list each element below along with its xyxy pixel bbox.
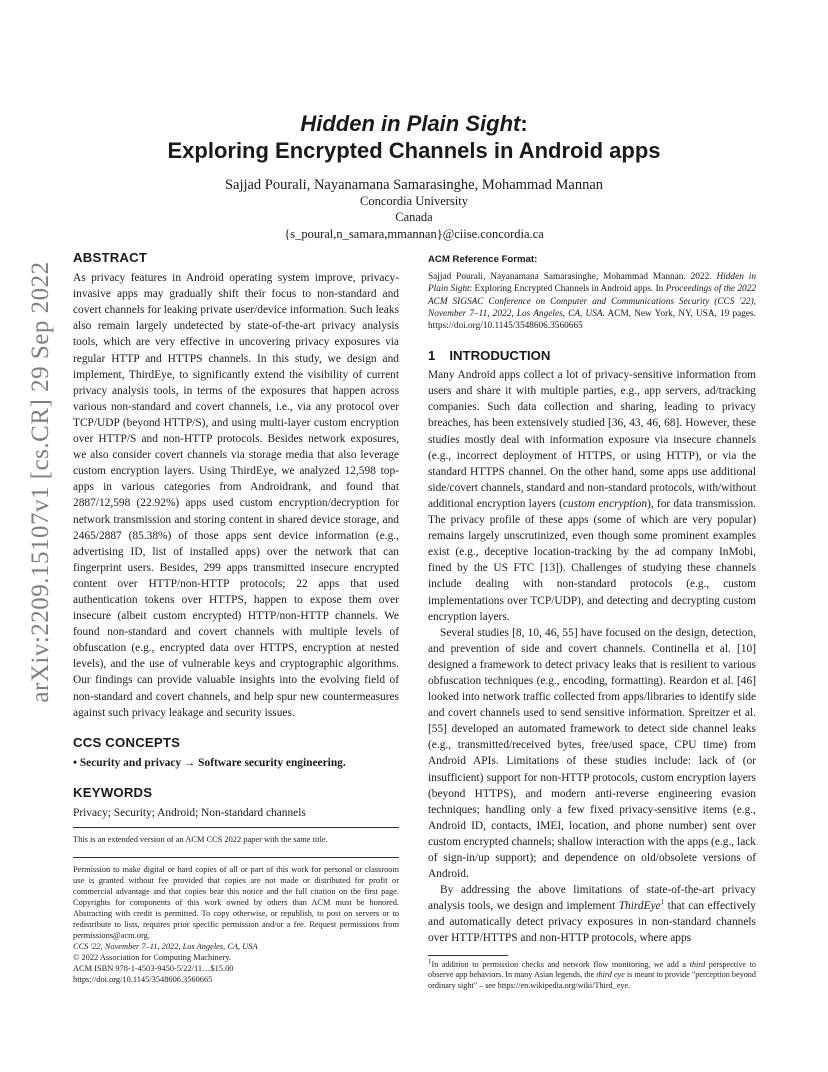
footnote-italic-2: third eye [596, 970, 625, 980]
section-number: 1 [428, 348, 436, 364]
venue-line: CCS '22, November 7–11, 2022, Los Angeles, CA, USA [73, 942, 258, 952]
acm-ref-publisher: ACM, New York, NY, USA, 19 pages. https://doi.org/10.1145/3548606.3560665 [428, 308, 756, 331]
author-list: Sajjad Pourali, Nayanamana Samarasinghe, Mohammad Mannan [224, 177, 604, 193]
acm-ref-title-italic: Hidden in Plain Sight [428, 272, 756, 295]
footnote-number: 1 [428, 956, 432, 965]
paper-title-line2: Exploring Encrypted Channels in Android apps [167, 138, 661, 163]
intro-p1-start: Many Android apps collect a lot of privacy-sensitive information from users and share it with multiple parties, e.g., app servers, ad/tracking companies. Such data collection and sharing, leading to privacy breaches, has been extensively studied [36, 43, 46, 68]. However, these studies mostly deal with information exposure via insecure channels (e.g., incorrect deployment of HTTPS, or using HTTP), or via the standard HTTPS channel. On the other hand, some apps use additional side/covert channels, standard and non-standard protocols, with/without additional encryption layers ( [428, 369, 756, 510]
arxiv-sidebar [24, 261, 58, 703]
footnote-marker[interactable]: 1 [660, 898, 665, 907]
right-column [428, 250, 756, 992]
abstract-heading: ABSTRACT [73, 250, 148, 265]
left-column [73, 250, 399, 985]
permission-text: Permission to make digital or hard copies of all or part of this work for personal or classroom use is granted without fee provided that copies are not made or distributed for profit or commercial advantage and that copies bear this notice and the full citation on the first page. Copyrights for components of this work owned by others than ACM must be honored. Abstracting with credit is permitted. To copy otherwise, or republish, to post on servers or to redistribute to lists, requires prior specific permission and/or a fee. Request permissions from permissions@acm.org. [73, 865, 399, 941]
arxiv-identifier: arXiv:2209.15107v1 [cs.CR] 29 Sep 2022 [27, 261, 54, 703]
intro-p3-start: By addressing the above limitations of state-of-the-art privacy analysis tools, we design and implement [428, 884, 756, 913]
acm-reference-text [428, 271, 756, 332]
intro-p1-italic: custom encryption [562, 497, 648, 510]
ccs-concept: • Security and privacy → Software security engineering. [73, 756, 346, 769]
extended-version-note: This is an extended version of an ACM CCS 2022 paper with the same title. [73, 835, 328, 845]
copyright-line: © 2022 Association for Computing Machinery. [73, 953, 231, 963]
keywords-heading: KEYWORDS [73, 784, 153, 800]
isbn-line: ACM ISBN 978-1-4503-9450-5/22/11…$15.00 [73, 964, 234, 974]
permission-block [73, 857, 399, 985]
acm-ref-title-rest: : Exploring Encrypted Channels in Android apps. In [469, 284, 666, 295]
footnote-italic-1: third [689, 959, 706, 969]
intro-p3-end: that can effectively and automatically detect privacy exposures in non-standard channels over HTTP/HTTPS and non-HTTP protocols, where apps [428, 900, 756, 945]
keywords-text: Privacy; Security; Android; Non-standard channels [73, 807, 306, 819]
ccs-heading: CCS CONCEPTS [73, 734, 181, 750]
footnote-text-a: In addition to permission checks and network flow monitoring, we add a [431, 959, 690, 969]
intro-p3-italic: ThirdEye [618, 900, 661, 913]
intro-paragraph-2: Several studies [8, 10, 46, 55] have focused on the design, detection, and prevention of side and covert channels. Continella et al. [10] designed a framework to detect privacy leaks that is resilient to various obfuscation techniques (e.g., encoding, formatting). Reardon et al. [46] looked into network traffic collected from apps/libraries to identify side and covert channels used to send sensitive information. Spreitzer et al. [55] developed an automated framework to detect side channel leaks (e.g., transmitted/received bytes, free/used space, CPU time) from Android APIs. Limitations of these studies include: lack of (or insufficient) support for non-HTTP protocols, custom encryption layers (beyond HTTPS), and modern anti-reverse engineering evasion techniques; handling only a few fixed privacy-sensitive items (e.g., Android ID, contacts, IMEI, location, and phone number) sent over custom encrypted channels; shallow interaction with the apps (e.g., lack of sign-in/up support); and dependence on old/obsolete versions of Android. [428, 626, 756, 881]
section-title: INTRODUCTION [449, 348, 551, 364]
acm-ref-proceedings: Proceedings of the 2022 ACM SIGSAC Conference on Computer and Communications Security (CCS '22), November 7–11, 2022, Los Angeles, CA, USA. [428, 284, 756, 319]
footnote [428, 956, 756, 992]
title-italic: Hidden in Plain Sight [300, 111, 521, 136]
acm-reference-heading: ACM Reference Format: [428, 254, 538, 265]
divider [73, 827, 399, 828]
introduction-heading [428, 348, 756, 364]
affiliation-country: Canada [395, 210, 433, 224]
abstract-text: As privacy features in Android operating system improve, privacy-invasive apps may gradually shift their focus to non-standard and covert channels for leaking private user/device information. Such leaks also remain largely undetected by state-of-the-art privacy analysis tools, which are very effective in uncovering privacy exposures via regular HTTP and HTTPS channels. In this study, we design and implement, ThirdEye, to significantly extend the visibility of current privacy analysis tools, in terms of the exposures that happen across various non-standard and covert channels, i.e., via any protocol over TCP/UDP (beyond HTTP/S), and using multi-layer custom encryption over HTTP/S and non-HTTP protocols. Besides network exposures, we also consider covert channels via storage media that also leverage custom encryption layers. Using ThirdEye, we analyzed 12,598 top-apps in various categories from Androidrank, and found that 2887/12,598 (22.92%) apps used custom encryption/decryption for network transmission and storing content in shared device storage, and 2465/2887 (85.38%) of those apps sent device information (e.g., advertising ID, list of installed apps) over the network that can fingerprint users. Besides, 299 apps transmitted insecure encrypted content over HTTP/non-HTTP protocols; 22 apps that used authentication tokens over HTTPS, happen to expose them over insecure (albeit custom encrypted) HTTP/non-HTTP channels. We found non-standard and covert channels with multiple levels of obfuscation (e.g., encrypted data over HTTPS, encryption at nested levels), and the use of vulnerable keys and cryptographic algorithms. Our findings can provide valuable insights into the evolving field of non-standard and covert channels, and help spur new countermeasures against such privacy leakage and security issues. [73, 272, 399, 719]
affiliation-university: Concordia University [360, 194, 468, 208]
footnote-divider [428, 955, 508, 956]
doi-link[interactable]: https://doi.org/10.1145/3548606.3560665 [73, 975, 213, 985]
footnote-text-b: perspective to observe app behaviors. In many Asian legends, the [428, 959, 756, 980]
title-colon: : [520, 111, 528, 136]
intro-p1-end: ), for data transmission. The privacy profile of these apps (some of which are very popular) remains largely unscrutinized, even though some prominent examples exist (e.g., deceptive location-tracking by the ad company InMobi, fined by the US FTC [13]). Challenges of studying these channels include dealing with non-standard protocols (e.g., custom implementations over TCP/UDP), and detecting and decrypting custom encryption layers. [428, 497, 757, 623]
intro-paragraph-3 [428, 882, 756, 946]
intro-paragraph-1 [428, 367, 756, 625]
paper-title-line1 [0, 110, 828, 138]
author-emails: {s_poural,n_samara,mmannan}@ciise.concordia.ca [284, 227, 544, 241]
acm-ref-authors: Sajjad Pourali, Nayanamana Samarasinghe, Mohammad Mannan. 2022. [428, 272, 717, 283]
footnote-text-c: is meant to provide "perception beyond ordinary sight" – see https://en.wikipedia.org/wiki/Third_eye. [428, 970, 756, 991]
